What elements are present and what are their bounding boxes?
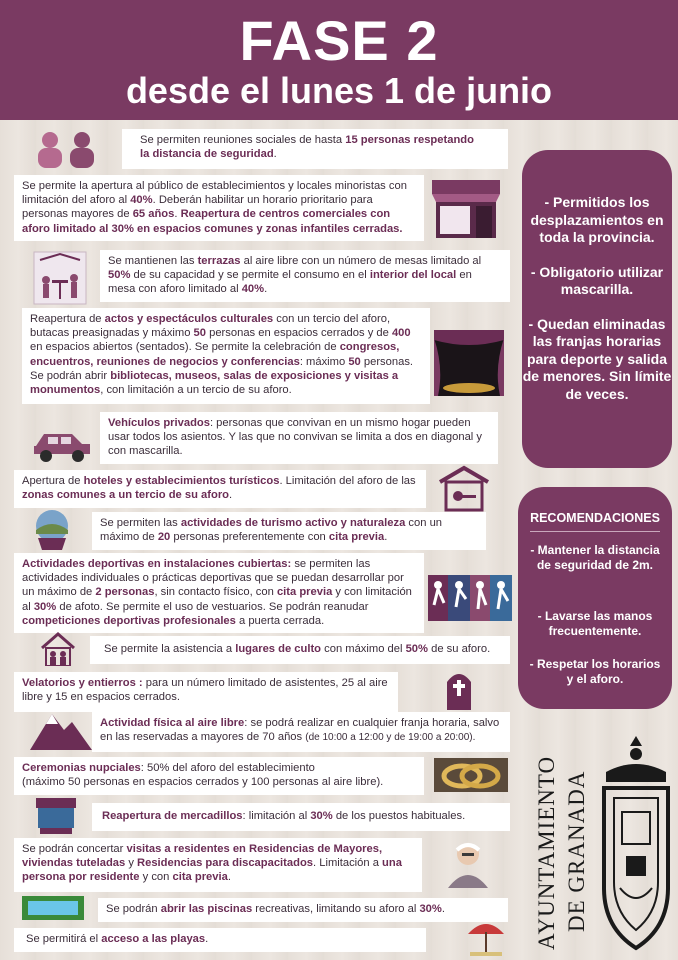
text: : limitación al	[242, 810, 311, 822]
mountain-icon	[30, 708, 92, 752]
movilidad-desplazamientos: - Permitidos los desplazamientos en toda la provincia.	[530, 194, 664, 245]
text-highlight: 2 personas	[95, 586, 155, 599]
people-talking-icon	[32, 128, 102, 168]
text: .	[441, 903, 445, 915]
text-highlight: zonas comunes a un tercio de su aforo	[22, 489, 230, 502]
text-highlight: Vehículos privados	[108, 417, 210, 429]
deporte-text	[14, 553, 424, 633]
text: de su aforo.	[427, 643, 491, 655]
text: en mesa con aforo limitado al	[108, 269, 472, 296]
text-highlight: Ceremonias nupciales	[22, 762, 141, 774]
text-highlight: 15 personas respetando	[345, 134, 474, 146]
vehiculos-text	[100, 412, 498, 464]
shop-icon	[430, 178, 502, 240]
text-highlight: terrazas	[197, 255, 241, 267]
text: Se permitirá el	[26, 933, 102, 945]
text: .	[273, 148, 277, 161]
text: y con	[139, 871, 173, 884]
text-highlight: lugares de culto	[235, 643, 322, 655]
text: y	[125, 857, 138, 870]
text-highlight: cita previa	[328, 531, 385, 544]
text-highlight: una persona por residente	[22, 857, 402, 884]
sports-icon	[428, 575, 512, 621]
text-highlight: 65 años	[132, 208, 175, 221]
reuniones-text	[122, 129, 508, 169]
pool-icon	[22, 896, 84, 920]
text: .	[384, 531, 388, 544]
playas-text	[14, 928, 426, 952]
beach-umbrella-icon	[466, 918, 506, 958]
cultura-text	[22, 308, 430, 404]
text: .	[227, 871, 231, 884]
comercio-text	[14, 175, 424, 241]
text-highlight: 50	[193, 327, 206, 340]
text-highlight: abrir las piscinas	[160, 903, 253, 915]
text: : personas que convivan en un mismo hogar pueden usar todos los asientos. Y las que no convivan se limita a dos en diagonal y con mascarilla.	[108, 417, 482, 458]
text-highlight: cita previa	[276, 586, 333, 599]
text: de su capacidad y se permite el consumo en el	[130, 269, 370, 282]
culto-text	[90, 636, 510, 664]
text: personas en espacios cerrados y de	[206, 327, 392, 340]
text-highlight: Reapertura de mercadillos	[102, 810, 243, 822]
coat-of-arms-icon	[596, 732, 676, 958]
text: . Limitación del aforo de las	[279, 475, 416, 487]
text-highlight: Actividades deportivas en instalaciones cubiertas:	[22, 558, 292, 570]
text: de afoto. Se permite el uso de vestuarios. Se podrán reanudar	[56, 600, 369, 613]
text-highlight: 30%	[33, 600, 57, 613]
text-highlight: interior del local	[369, 269, 457, 282]
text: , sin contacto físico, con	[154, 586, 277, 599]
actividad-text	[92, 712, 510, 752]
recomendacion-horarios: - Respetar los horarios y el aforo.	[529, 657, 661, 686]
text-highlight: 30%	[419, 903, 442, 915]
text: Se podrán	[106, 903, 161, 915]
text-highlight: cita previa	[172, 871, 228, 884]
wedding-rings-icon	[434, 758, 508, 792]
text-highlight: visitas a residentes en Residencias de Mayores, viviendas tuteladas	[22, 843, 383, 870]
text-highlight: actos y espectáculos culturales	[104, 313, 274, 325]
car-icon	[30, 416, 94, 464]
church-icon	[40, 632, 76, 666]
text: Se podrán concertar	[22, 843, 127, 855]
text: Se mantienen las	[108, 255, 198, 267]
text: (máximo 50 personas en espacios cerrados y 100 personas al aire libre).	[22, 776, 384, 789]
text: (de 10:00 a 12:00 y de 19:00 a 20:00).	[305, 732, 476, 744]
text-highlight: Velatorios y entierros :	[22, 677, 143, 689]
text: recreativas, limitando su aforo al	[252, 903, 420, 915]
hoteles-text	[14, 470, 426, 508]
text-highlight: competiciones deportivas profesionales	[22, 614, 236, 627]
text-highlight: 50%	[405, 643, 428, 655]
recomendaciones-title: RECOMENDACIONES	[530, 511, 660, 525]
ceremonias-text	[14, 757, 424, 795]
text-highlight: Residencias para discapacitados	[137, 857, 314, 870]
text-highlight: Reapertura de centros comerciales con aforo limitado al 30% en espacios comunes y zonas infantiles cerradas.	[22, 208, 403, 235]
text-highlight: la distancia de seguridad	[140, 148, 274, 161]
text: en espacios abiertos (sentados). Se permite la celebración de	[30, 341, 340, 354]
text: para un número limitado de asistentes, 25 al aire libre y 15 en espacios cerrados.	[22, 677, 388, 704]
movilidad-mascarilla: - Obligatorio utilizar mascarilla.	[530, 263, 664, 297]
text-highlight: 40%	[241, 283, 265, 296]
text: .	[174, 208, 181, 221]
terrazas-text	[100, 250, 510, 302]
text: de los puestos habituales.	[332, 810, 466, 822]
text: .	[264, 283, 268, 296]
text-highlight: 50	[348, 355, 361, 368]
nature-tourism-icon	[32, 508, 72, 552]
text: Se permite la asistencia a	[104, 643, 236, 655]
text: personas. Se podrán abrir	[30, 355, 414, 382]
text-highlight: acceso a las playas	[101, 933, 206, 945]
text-highlight: 20	[157, 531, 171, 544]
recomendacion-manos: - Lavarse las manos frecuentemente.	[537, 609, 653, 638]
text: Se permite la apertura al público de establecimientos y locales minoristas con limitación del aforo al	[22, 180, 407, 207]
text: .	[229, 489, 233, 502]
movilidad-panel	[522, 150, 672, 468]
divider	[530, 531, 660, 532]
text: .	[205, 933, 209, 945]
turismo-text	[92, 512, 486, 550]
text: se permiten las actividades individuales o prácticas deportivas que se puedan desarrollar por un máximo de	[22, 558, 404, 599]
text: con un tercio del aforo, butacas preasignadas y máximo	[30, 313, 391, 340]
text: : 50% del aforo del establecimiento	[140, 762, 315, 774]
residencias-text	[14, 838, 422, 892]
text-highlight: Actividad física al aire libre	[100, 717, 245, 729]
hotel-key-icon	[436, 464, 492, 512]
text: Apertura de	[22, 475, 84, 487]
ayuntamiento-logo	[528, 755, 598, 954]
text-highlight: 400	[391, 327, 411, 340]
header-banner	[0, 0, 678, 120]
text: : máximo	[299, 355, 349, 368]
mercadillos-text	[92, 803, 510, 831]
elderly-person-icon	[440, 840, 494, 888]
recomendaciones-panel	[518, 487, 672, 709]
text: . Deberán habilitar un horario prioritario para personas mayores de	[22, 194, 373, 221]
text-highlight: 40%	[130, 194, 153, 207]
text: : se podrá realizar en cualquier franja horaria, salvo en las reservadas a mayores de 70 años	[100, 717, 500, 744]
text: . Limitación a	[313, 857, 383, 870]
recomendacion-distancia: - Mantener la distancia de seguridad de 2m.	[530, 543, 660, 572]
logo-line-2: DE GRANADA	[564, 770, 589, 932]
market-stall-icon	[34, 796, 78, 836]
text-highlight: hoteles y establecimientos turísticos	[83, 475, 280, 487]
text: , con limitación a un tercio de su aforo.	[100, 384, 292, 397]
text-highlight: 50%	[108, 269, 131, 282]
text: Se permiten reuniones sociales de hasta	[140, 134, 346, 146]
text: con máximo del	[321, 643, 406, 655]
text-highlight: 30%	[310, 810, 333, 822]
text: y con limitación al	[22, 586, 412, 613]
text: Reapertura de	[30, 313, 105, 325]
tombstone-icon	[444, 670, 474, 710]
theater-stage-icon	[434, 330, 504, 396]
page-subtitle: desde el lunes 1 de junio	[125, 70, 553, 111]
terrace-icon	[32, 250, 88, 306]
text-highlight: congresos, encuentros, reuniones de negocios y conferencias	[30, 341, 400, 368]
velatorios-text	[14, 672, 398, 712]
movilidad-franjas: - Quedan eliminadas las franjas horarias para deporte y salida de menores. Sin límite de veces.	[522, 315, 672, 402]
text: con un máximo de	[100, 517, 443, 544]
page-title: FASE 2	[239, 9, 439, 72]
text: al aire libre con un número de mesas limitado al	[240, 255, 482, 267]
text-highlight: actividades de turismo activo y naturaleza	[180, 517, 406, 529]
text: a puerta cerrada.	[235, 614, 325, 627]
piscinas-text	[98, 898, 508, 922]
text: personas preferentemente con	[170, 531, 329, 544]
logo-line-1: AYUNTAMIENTO	[534, 755, 559, 950]
text: Se permiten las	[100, 517, 181, 529]
text-highlight: bibliotecas, museos, salas de exposiciones y visitas a monumentos	[30, 369, 399, 397]
